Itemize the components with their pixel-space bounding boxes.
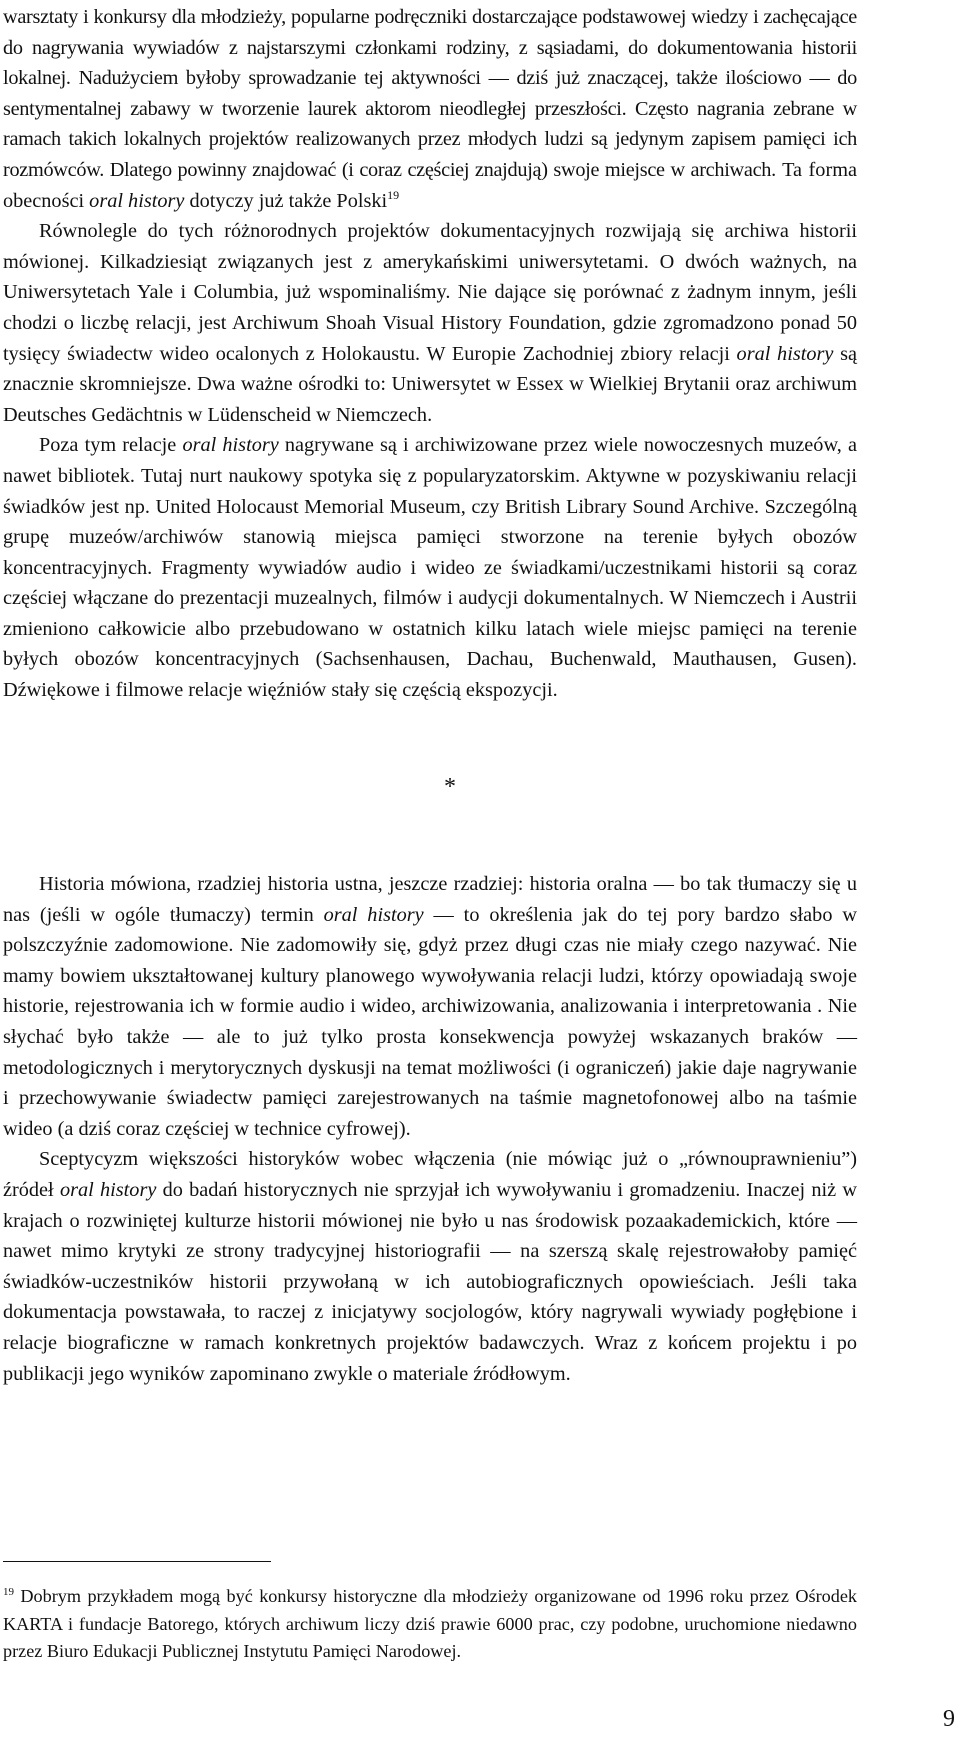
text-run: warsztaty i konkursy dla młodzieży, popularne podręczniki dostarczające podstawowej wiedzy i zachęcające do nagrywania wywiadów z najstarszymi członkami rodziny, z sąsiadami, do dokumentowania historii lokalnej. Nadużyciem byłoby sprowadzanie tej aktywności — dziś już znaczącej, także ilościowo — do sentymentalnej zabawy w tworzenie laurek aktorom nieodległej przeszłości. Często nagrania zebrane w ramach takich lokalnych projektów realizowanych przez młodych ludzi są jedynym zapisem pamięci ich rozmówców. Dlatego powinny znajdować (i coraz częściej znajdują) swoje miejsce w archiwach.	[3, 6, 857, 181]
italic-term: oral history	[736, 342, 834, 365]
page-number: 9	[943, 1706, 955, 1732]
body-text-top	[3, 2, 857, 706]
text-run: do badań historycznych nie sprzyjał ich wywoływaniu i gromadzeniu. Inaczej niż w krajach o rozwiniętej kulturze historii mówionej nie było u nas środowisk pozaakademickich, które — nawet mimo krytyki ze strony tradycyjnej historiografii — na szerszą skalę rejestrowałoby pamięć świadków-uczestników historii przywołaną w ich autobiograficznych opowieściach. Jeśli taka dokumentacja powstawała, to raczej z inicjatywy socjologów, który nagrywali wywiady pogłębione i relacje biograficzne w ramach konkretnych projektów badawczych. Wraz z końcem projektu i po publikacji jego wyników zapominano zwykle o materiale źródłowym.	[3, 1178, 858, 1385]
text-run: Równolegle do tych różnorodnych projektów dokumentacyjnych rozwijają się archiwa historii mówionej. Kilkadziesiąt związanych jest z amerykańskimi uniwersytetami. O dwóch ważnych, na Uniwersytetach Yale i Columbia, już wspominaliśmy. Nie dające się porównać z żadnym innym, jeśli chodzi o liczbę relacji, jest Archiwum Shoah Visual History Foundation, gdzie zgromadzono ponad 50 tysięcy świadectw wideo ocalonych z Holokaustu. W Europie Zachodniej zbiory relacji	[3, 220, 857, 365]
text-run: Sceptycyzm większości historyków wobec włączenia (nie mówiąc już o „równouprawnieniu”) źródeł	[3, 1148, 857, 1201]
paragraph	[3, 430, 857, 705]
paragraph	[3, 869, 857, 1144]
text-run: nagrywane są i archiwizowane przez wiele nowoczesnych muzeów, a nawet bibliotek. Tutaj nurt naukowy spotyka się z popularyzatorskim. Aktywne w pozyskiwaniu relacji świadków jest np. United Holocaust Memorial Museum, czy British Library Sound Archive. Szczególną grupę muzeów/archiwów stanowią miejsca pamięci stworzone na terenie byłych obozów koncentracyjnych. Fragmenty wywiadów audio i wideo ze świadkami/uczestnikami historii są coraz częściej włączane do prezentacji muzealnych, filmów i audycji dokumentalnych. W Niemczech i Austrii zmieniono całkowicie albo przebudowano w ostatnich kilku latach wiele miejsc pamięci na terenie byłych obozów koncentracyjnych (Sachsenhausen, Dachau, Buchenwald, Mauthausen, Gusen). Dźwiękowe i filmowe relacje więźniów stały się częścią ekspozycji.	[3, 434, 857, 702]
text-run: Ta forma obecności	[3, 158, 857, 212]
paragraph	[3, 1144, 857, 1389]
footnote-divider	[3, 1561, 271, 1562]
footnote-marker: 19	[3, 1585, 14, 1598]
section-separator: *	[444, 774, 456, 800]
paragraph	[3, 2, 857, 216]
body-text-bottom	[3, 869, 857, 1389]
italic-term: oral history	[182, 434, 279, 457]
paragraph	[3, 216, 857, 430]
footnote-reference: 19	[387, 187, 400, 202]
footnote	[3, 1583, 857, 1666]
text-run: Poza tym relacje	[39, 434, 183, 457]
italic-term: oral history	[323, 903, 424, 926]
text-run: dotyczy już także Polski	[184, 189, 388, 212]
text-run: Historia mówiona, rzadziej historia ustna, jeszcze rzadziej: historia oralna — bo tak tłumaczy się u nas (jeśli w ogóle tłumaczy) termin	[3, 873, 857, 926]
text-run: — to określenia jak do tej pory bardzo słabo w polszczyźnie zadomowione. Nie zadomowiły się, gdyż przez długi czas nie miały czego nazywać. Nie mamy bowiem ukształtowanej kultury planowego wywoływania relacji ludzi, którzy opowiadają swoje historie, rejestrowania ich w formie audio i wideo, archiwizowania, analizowania i interpretowania . Nie słychać było także — ale to już tylko prosta konsekwencja powyżej wskazanych braków — metodologicznych i merytorycznych dyskusji na temat możliwości (i ograniczeń) jakie daje nagrywanie i przechowywanie świadectw pamięci zarejestrowanych na taśmie magnetofonowej albo na taśmie wideo (a dziś coraz częściej w technice cyfrowej).	[3, 903, 857, 1140]
italic-term: oral history	[59, 1178, 157, 1201]
text-run: są znacznie skromniejsze. Dwa ważne ośrodki to: Uniwersytet w Essex w Wielkiej Brytanii oraz archiwum Deutsches Gedächtnis w Lüdenscheid w Niemczech.	[3, 342, 857, 426]
italic-term: oral history	[89, 189, 185, 212]
footnote-text: Dobrym przykładem mogą być konkursy historyczne dla młodzieży organizowane od 1996 roku przez Ośrodek KARTA i fundacje Batorego, których archiwum liczy dziś prawie 6000 prac, czy podobne, uruchomione niedawno przez Biuro Edukacji Publicznej Instytutu Pamięci Narodowej.	[3, 1586, 857, 1661]
